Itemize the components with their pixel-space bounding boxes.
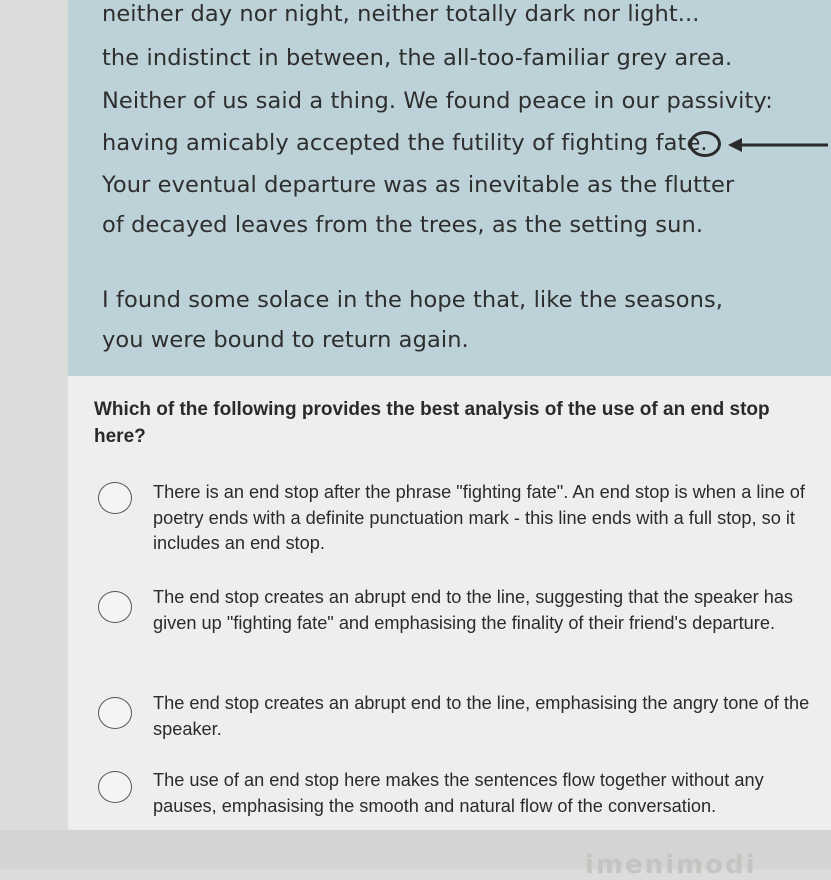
end-stop-circle-annotation xyxy=(689,131,721,157)
question-area xyxy=(68,376,831,830)
answer-option-1-radio[interactable] xyxy=(98,482,132,514)
poem-line-6: of decayed leaves from the trees, as the setting sun. xyxy=(102,212,704,238)
poem-line-4: having amicably accepted the futility of fighting fate. xyxy=(102,130,708,156)
pointer-arrow-icon xyxy=(728,136,828,154)
answer-option-1-text: There is an end stop after the phrase "fighting fate". An end stop is when a line of poetry ends with a definite punctuation mark - this line ends with a full stop, so it includes an end stop. xyxy=(153,482,805,553)
answer-option-4-radio[interactable] xyxy=(98,771,132,803)
poem-line-1: neither day nor night, neither totally dark nor light... xyxy=(102,1,700,27)
answer-option-4-text: The use of an end stop here makes the sentences flow together without any pauses, emphasising the smooth and natural flow of the conversation. xyxy=(153,770,764,816)
poem-line-5: Your eventual departure was as inevitable as the flutter xyxy=(102,172,735,198)
poem-extract-panel xyxy=(68,0,831,376)
poem-line-3: Neither of us said a thing. We found peace in our passivity: xyxy=(102,88,773,114)
poem-line-7: I found some solace in the hope that, like the seasons, xyxy=(102,287,724,313)
question-prompt: Which of the following provides the best analysis of the use of an end stop here? xyxy=(94,399,770,447)
answer-option-2-text: The end stop creates an abrupt end to the line, suggesting that the speaker has given up "fighting fate" and emphasising the finality of their friend's departure. xyxy=(153,587,794,633)
poem-line-8: you were bound to return again. xyxy=(102,327,469,353)
answer-option-2-radio[interactable] xyxy=(98,591,132,623)
answer-option-3-radio[interactable] xyxy=(98,697,132,729)
watermark: imenimodi xyxy=(585,850,757,880)
poem-line-2: the indistinct in between, the all-too-familiar grey area. xyxy=(102,45,733,71)
answer-option-3-text: The end stop creates an abrupt end to the line, emphasising the angry tone of the speaker. xyxy=(153,693,810,739)
